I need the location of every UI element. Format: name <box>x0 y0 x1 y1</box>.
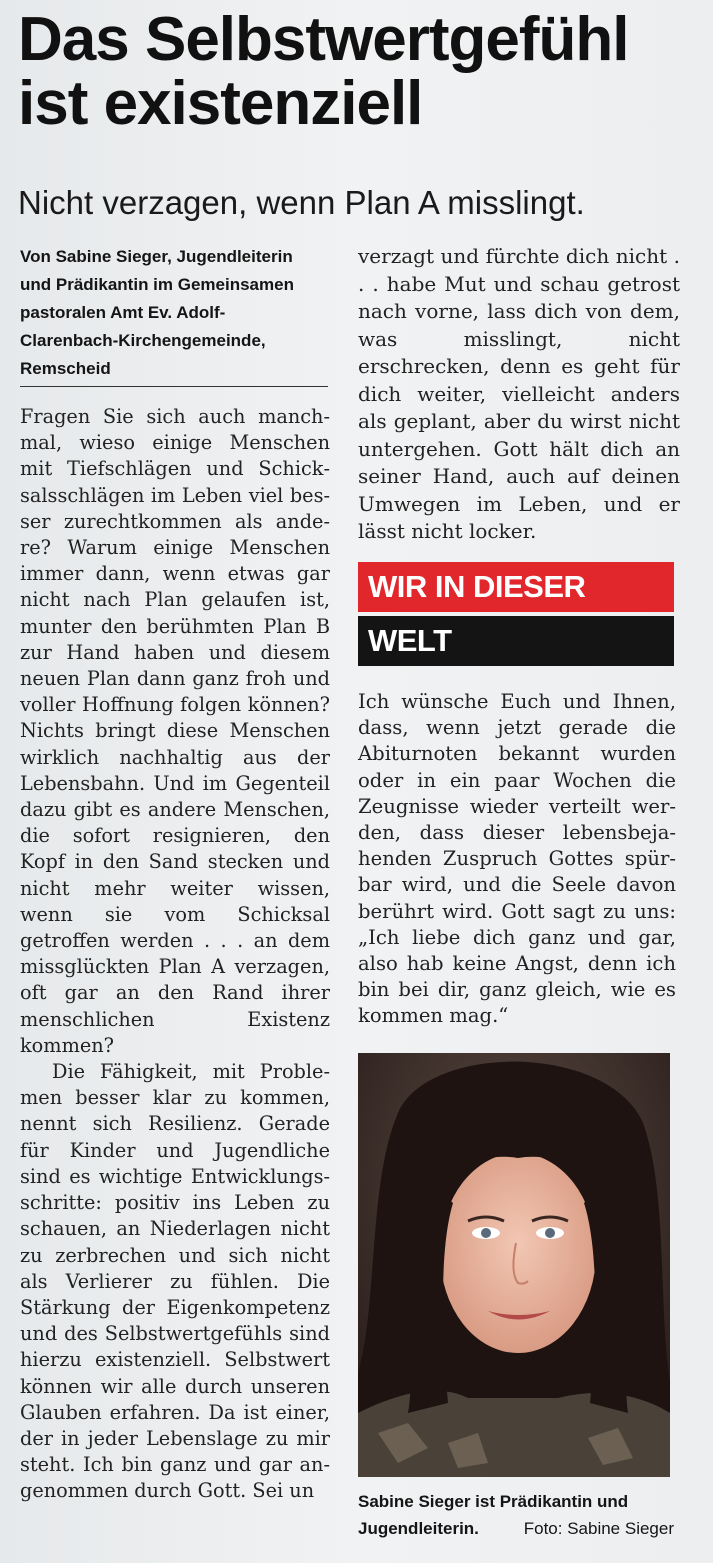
byline-line: pastoralen Amt Ev. Adolf- <box>20 303 226 322</box>
byline-line: Clarenbach-Kirchengemeinde, <box>20 331 266 350</box>
body-paragraph-4: Ich wünsche Euch und Ihnen, dass, wenn jetzt gerade die Abiturnoten bekannt wurden oder in ein paar Wochen die Zeugnisse wieder verteilt werden, dass dieser lebensbejahenden Zuspruch Gottes spürbar wird, und die Seele davon berührt wird. Gott sagt zu uns: „Ich liebe dich ganz und gar, also hab keine Angst, denn ich bin bei dir, ganz gleich, wie es kommen mag.“ <box>358 690 676 1028</box>
column-banner-top: WIR IN DIESER <box>358 562 674 612</box>
article-column-right-mid <box>358 689 676 1030</box>
body-paragraph-3: verzagt und fürchte dich nicht . . . habe Mut und schau getrost nach vorne, lass dich von dem, was misslingt, nicht erschrecken, denn es geht für dich weiter, vielleicht anders als geplant, aber du wirst nicht untergehen. Gott hält dich an seiner Hand, auch auf deinen Umwegen im Leben, und er lässt nicht locker. <box>358 244 680 543</box>
byline <box>20 243 325 383</box>
caption-line-1: Sabine Sieger ist Prädikantin und <box>358 1492 629 1511</box>
photo-caption <box>358 1488 688 1542</box>
headline <box>18 5 698 138</box>
portrait-photo <box>358 1053 670 1477</box>
column-banner-bottom: WELT <box>358 616 674 666</box>
headline-line-2: ist existenziell <box>18 69 423 138</box>
body-paragraph-2: Die Fähigkeit, mit Problemen besser klar zu kommen, nennt sich Resilienz. Gerade für Kinder und Jugendliche sind es wichtige Entwicklungsschritte: positiv ins Leben zu schauen, an Niederlagen nicht zu zerbrechen und sich nicht als Verlierer zu fühlen. Die Stärkung der Eigenkompetenz und des Selbstwertgefühls sind hierzu existenziell. Selbstwert können wir alle durch unseren Glauben erfahren. Da ist einer, der in jeder Lebenslage zu mir steht. Ich bin ganz und gar angenommen durch Gott. Sei un <box>20 1060 330 1503</box>
photo-credit: Foto: Sabine Sieger <box>523 1519 674 1538</box>
body-paragraph-1: Fragen Sie sich auch manchmal, wieso einige Menschen mit Tiefschlägen und Schicksalsschlägen im Leben viel besser zurechtkommen als andere? Warum einige Menschen immer dann, wenn etwas gar nicht nach Plan gelaufen ist, munter den berühmten Plan B zur Hand haben und diesem neuen Plan dann ganz froh und voller Hoffnung folgen können? Nichts bringt diese Menschen wirklich nachhaltig aus der Lebensbahn. Und im Gegenteil dazu gibt es andere Menschen, die sofort resignieren, den Kopf in den Sand stecken und nicht mehr weiter wissen, wenn sie vom Schicksal getroffen werden . . . an dem missglückten Plan A verzagen, oft gar an den Rand ihrer menschlichen Existenz kommen? <box>20 405 330 1057</box>
caption-line-2-row <box>358 1515 688 1542</box>
portrait-photo-icon <box>358 1053 670 1477</box>
byline-line: Von Sabine Sieger, Jugendleiterin <box>20 247 293 266</box>
byline-divider <box>20 386 328 387</box>
byline-line: Remscheid <box>20 359 111 378</box>
caption-line-2: Jugendleiterin. <box>358 1519 479 1538</box>
article-column-left <box>20 404 330 1505</box>
headline-line-1: Das Selbstwertgefühl <box>18 5 629 74</box>
article-column-right-top <box>358 243 680 546</box>
byline-line: und Prädikantin im Gemeinsamen <box>20 275 294 294</box>
subheadline: Nicht verzagen, wenn Plan A misslingt. <box>18 184 585 221</box>
